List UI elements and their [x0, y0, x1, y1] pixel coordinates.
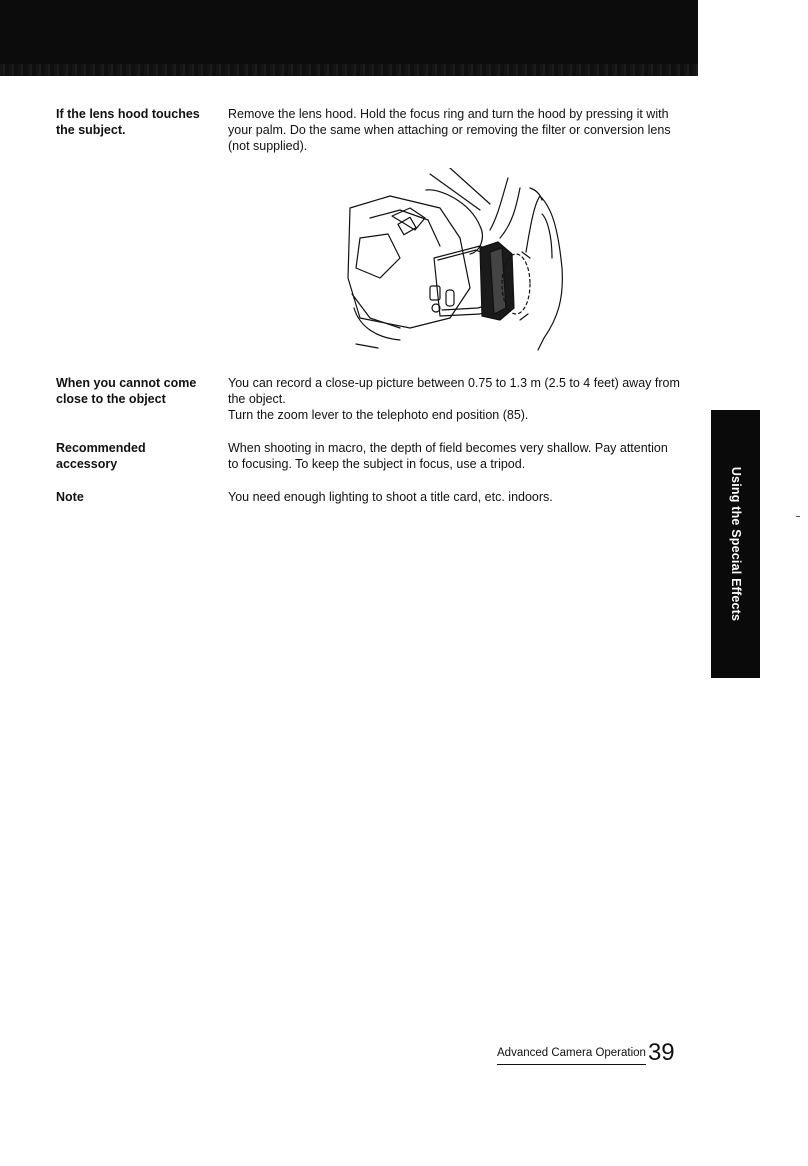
- footer-section-title: Advanced Camera Operation: [497, 1047, 646, 1065]
- desc-cannot-come-close: [228, 375, 698, 423]
- desc-cannot-come-close-text-2: Turn the zoom lever to the telephoto end position (85).: [228, 408, 529, 422]
- desc-lens-hood-text: Remove the lens hood. Hold the focus ring and turn the hood by pressing it with your palm. Do the same when attaching or removing the filter or conversion lens (not supplied).: [228, 107, 671, 153]
- term-cannot-come-close: When you cannot come close to the object: [56, 376, 197, 406]
- term-note: Note: [56, 490, 84, 504]
- camcorder-lens-hood-illustration: [330, 168, 570, 358]
- desc-recommended-accessory: [228, 440, 668, 472]
- desc-recommended-accessory-text: When shooting in macro, the depth of field becomes very shallow. Pay attention to focusing. To keep the subject in focus, use a tripod.: [228, 441, 668, 471]
- term-recommended-accessory: Recommended accessory: [56, 441, 146, 471]
- header-band: [0, 0, 698, 76]
- chapter-side-tab: [711, 410, 760, 678]
- edge-mark: [796, 516, 800, 517]
- chapter-side-tab-label: Using the Special Effects: [728, 466, 743, 622]
- desc-note: [228, 489, 698, 505]
- page-number: 39: [647, 1039, 675, 1066]
- desc-note-text: You need enough lighting to shoot a title card, etc. indoors.: [228, 490, 553, 504]
- desc-cannot-come-close-text-1: You can record a close-up picture between 0.75 to 1.3 m (2.5 to 4 feet) away from the object.: [228, 376, 680, 406]
- desc-lens-hood: [228, 106, 688, 154]
- page-footer: [497, 1035, 675, 1065]
- term-lens-hood: If the lens hood touches the subject.: [56, 107, 200, 137]
